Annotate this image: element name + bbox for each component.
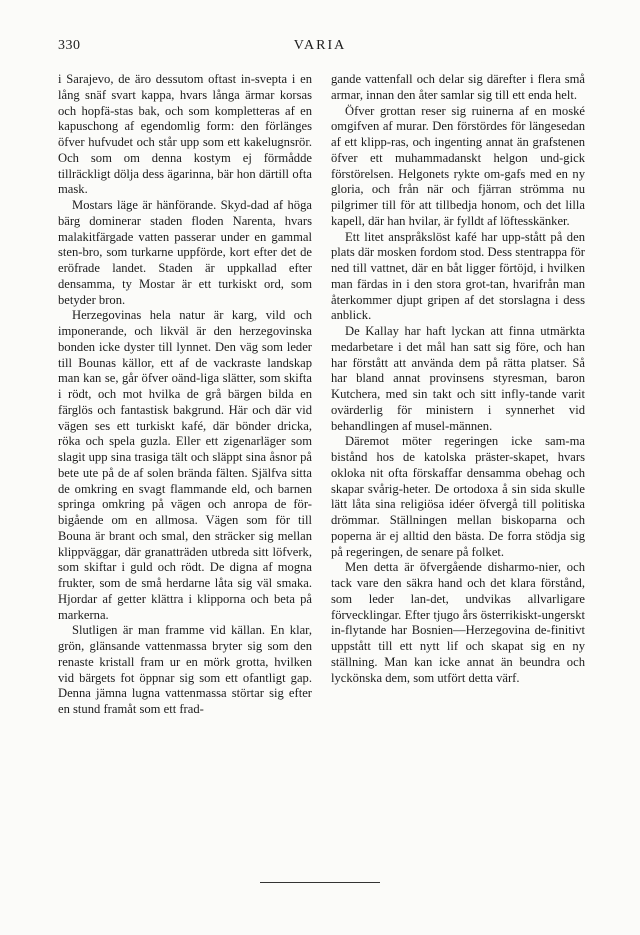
paragraph: Ett litet anspråkslöst kafé har upp-stått på den plats där mosken fordom stod. Dess stentrappa för ned till vattnet, där en båt ligger förtöjd, i hvilken man färdas in i den stora grot-tan, hvarifrån man återkommer djupt gripen af det storslagna i dess anblick. (331, 229, 585, 323)
end-rule (260, 882, 380, 883)
paragraph: Men detta är öfvergående disharmo-nier, och tack vare den säkra hand och det klara förstånd, som leder lan-det, undvikas allvarligare förvecklingar. Efter tjugo års österrikiskt-ungerskt in-flytande har Bosnien—Herzegovina de-finitivt uppstått till ett nytt lif och skapat sig en ny ställning. Man kan icke annat än beundra och lyckönska dem, som utfört detta värf. (331, 560, 585, 685)
paragraph: Öfver grottan reser sig ruinerna af en moské omgifven af murar. Den förstördes för längesedan af ett klipp-ras, och ingenting annat än grafstenen öfver ett muhammadanskt helgon und-gick förstörelsen. Helgonets rykte om-gafs med en ny gloria, och från när och fjärran strömma nu pilgrimer till för att tillbedja honom, och det lilla kapell, där han hvilar, är fylldt af löftesskänker. (331, 103, 585, 228)
paragraph: De Kallay har haft lyckan att finna utmärkta medarbetare i det mål han satt sig före, och han har förstått att använda dem på rätta platser. Så har bland annat provinsens styresman, baron Kutchera, med sin takt och sitt infly-tande varit ovärderlig för ministern i synnerhet vid behandlingen af musel-männen. (331, 324, 585, 433)
running-title: VARIA (293, 38, 347, 53)
paragraph: i Sarajevo, de äro dessutom oftast in-svepta i en lång snäf svart kappa, hvars långa ärmar korsas och hopfä-stas bak, och som kompletteras af en kapuschong af egendomlig form: den förlänges öfver hufvudet och står upp som ett kakelugnsrör. Och som om denna kostym ej förmådde tillräckligt dölja dess ägarinna, bär hon därtill ofta mask. (58, 72, 312, 197)
paragraph: Däremot möter regeringen icke sam-ma bistånd hos de katolska präster-skapet, hvars okloka nit ofta förskaffar densamma obehag och skapar svårig-heter. De ortodoxa å sin sida skulle lätt låta sina religiösa idéer öfvergå till politiska drömmar. Ställningen mellan biskoparna och poperna är ej alltid den bästa. De forra stödja sig på regeringen, de senare på folket. (331, 434, 585, 559)
paragraph: Herzegovinas hela natur är karg, vild och imponerande, och likväl är den herzegovinska bonden icke dyster till lynnet. Den väg som leder till Bounas källor, ett af de vackraste landskap man kan se, går öfver oänd-liga slätter, som skifta i rödt, och mot hvilka de grå bärgen bilda en färglös och fantastisk bakgrund. Här och där vid vägen ses ett turkiskt kafé, där bönder dricka, röka och spela guzla. Eller ett zigenarläger som slagit upp sina trasiga tält och släppt sina åsnor på bete ute på de af solen brända fälten. Själfva sitta de omkring en svagt flammande eld, och barnen springa omkring på vägen och anropa de för-bigående om en allmosa. Vägen som för till Bouna är brant och smal, den sträcker sig mellan klippväggar, där granatträden utbreda sitt löfverk, som skiftar i guld och rödt. De digna af mogna frukter, som de små herdarne låta sig väl smaka. Hjordar af getter klättra i klipporna och beta på markerna. (58, 308, 312, 622)
paragraph: Mostars läge är hänförande. Skyd-dad af höga bärg dominerar staden floden Narenta, hvars malakitfärgade vatten passerar under en gammal sten-bro, som turkarne uppförde, kort efter det de eröfrade landet. Staden är uppkallad efter densamma, ty Mostar är ett turkiskt ord, som betyder bron. (58, 198, 312, 307)
left-column (58, 72, 312, 718)
page-number: 330 (58, 38, 81, 53)
right-column (331, 72, 585, 686)
paragraph: gande vattenfall och delar sig därefter i flera små armar, innan den åter samlar sig till ett enda helt. (331, 72, 585, 102)
paragraph: Slutligen är man framme vid källan. En klar, grön, glänsande vattenmassa bryter sig som den renaste kristall fram ur en mörk grotta, hvilken vid bärgets fot öppnar sig som ett ofantligt gap. Denna jämna lugna vattenmassa störtar sig efter en stund framåt som ett frad- (58, 623, 312, 716)
